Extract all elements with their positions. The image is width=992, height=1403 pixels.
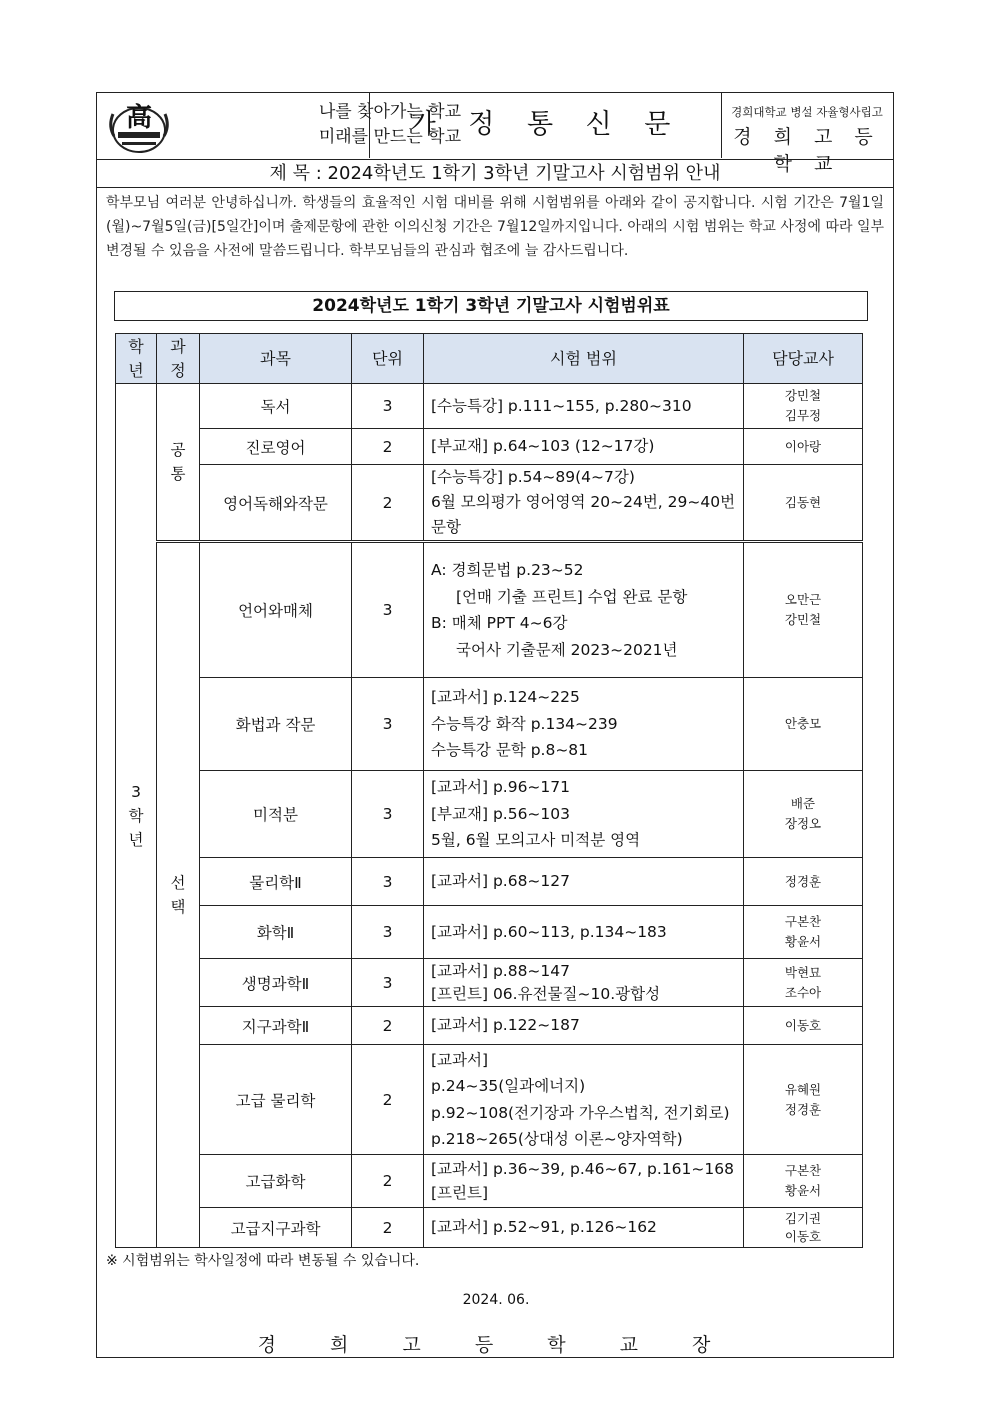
subject-cell: 고급화학 — [200, 1155, 352, 1208]
text-line: 정 — [170, 360, 186, 380]
range-cell — [424, 771, 744, 858]
range-cell — [424, 858, 744, 906]
common-course-cell — [157, 384, 200, 542]
text-line: 조수아 — [784, 984, 822, 1000]
table-row — [116, 678, 863, 771]
teacher-cell — [744, 429, 863, 465]
subject-cell: 언어와매체 — [200, 542, 352, 678]
teacher-cell — [744, 771, 863, 858]
teacher-cell — [744, 678, 863, 771]
table-row — [116, 429, 863, 465]
text-line: 이동호 — [784, 1228, 822, 1244]
text-line: 5월, 6월 모의고사 미적분 영역 — [431, 831, 641, 850]
text-line: 김동현 — [784, 494, 822, 510]
text-line: 안충모 — [784, 716, 822, 731]
header-subject: 과목 — [200, 334, 352, 384]
units-cell: 2 — [352, 1208, 424, 1248]
school-name: 경 희 고 등 학 교 — [733, 126, 881, 175]
issue-date: 2024. 06. — [462, 1292, 530, 1308]
subject-cell: 미적분 — [200, 771, 352, 858]
text-line: 강민철 — [784, 388, 822, 403]
text-line: 이아랑 — [784, 438, 822, 454]
table-header-row — [116, 334, 863, 384]
header-course — [157, 334, 200, 384]
text-line: 강민철 — [784, 612, 822, 627]
table-row — [116, 542, 863, 678]
text-line: 학 — [128, 806, 144, 825]
text-line: 구본찬 — [784, 1163, 822, 1178]
text-line: [교과서] — [431, 1050, 489, 1069]
teacher-cell — [744, 542, 863, 678]
principal-signature: 경 희 고 등 학 교 장 — [257, 1334, 735, 1356]
teacher-cell — [744, 1045, 863, 1155]
text-line: 장정오 — [784, 816, 822, 831]
text-line: 김무정 — [784, 408, 822, 423]
teacher-cell — [744, 858, 863, 906]
range-cell — [424, 1208, 744, 1248]
subject-cell: 화법과 작문 — [200, 678, 352, 771]
text-line: [교과서] p.96~171 — [431, 778, 571, 797]
units-cell: 3 — [352, 906, 424, 959]
units-cell: 3 — [352, 542, 424, 678]
range-cell — [424, 1007, 744, 1045]
range-cell — [424, 678, 744, 771]
text-line: 과 — [170, 336, 186, 356]
text-line: 이동호 — [784, 1017, 822, 1033]
text-line: 통 — [170, 465, 186, 483]
exam-range-table — [115, 333, 863, 1248]
table-row — [116, 384, 863, 429]
text-line: [교과서] p.36~39, p.46~67, p.161~168 — [431, 1160, 734, 1178]
range-cell — [424, 959, 744, 1007]
text-line: 3 — [131, 782, 141, 801]
logo-char: 高 — [125, 103, 153, 133]
text-line: 정경훈 — [784, 1101, 822, 1117]
teacher-cell — [744, 1007, 863, 1045]
slogan-line-1: 나를 찾아가는 학교 — [318, 102, 461, 122]
text-line: 정경훈 — [784, 873, 822, 889]
text-line: p.92~108(전기장과 가우스법칙, 전기회로) — [431, 1103, 730, 1122]
teacher-cell — [744, 1208, 863, 1248]
teacher-cell — [744, 465, 863, 542]
text-line: 수능특강 문학 p.8~81 — [431, 741, 589, 760]
subject-line: 제 목 : 2024학년도 1학기 3학년 기말고사 시험범위 안내 — [96, 160, 894, 188]
text-line: 황윤서 — [784, 1183, 822, 1198]
text-line: 택 — [170, 898, 186, 916]
newsletter-title: 가 정 통 신 문 — [409, 109, 683, 140]
text-line: [프린트] 06.유전물질~10.광합성 — [431, 984, 661, 1003]
intro-paragraph: 학부모님 여러분 안녕하십니까. 학생들의 효율적인 시험 대비를 위해 시험범위를 아래와 같이 공지합니다. 시험 기간은 7월1일(월)~7월5일(금)[5일간]이며 출제문항에 관한 이의신청 기간은 7월12일까지입니다. 아래의 시험 범위는 학교 사정에 따라 일부 변경될 수 있음을 사전에 말씀드립니다. 학부모님들의 관심과 협조에 늘 감사드립니다. — [106, 195, 884, 259]
text-line: [교과서] p.124~225 — [431, 688, 580, 707]
text-line: 공 — [170, 441, 186, 459]
text-line: [교과서] p.52~91, p.126~162 — [431, 1218, 657, 1237]
text-line: 년 — [128, 360, 144, 380]
text-line: [프린트] — [431, 1184, 489, 1202]
range-line: 국어사 기출문제 2023~2021년 — [456, 640, 678, 659]
range-line: [언매 기출 프린트] 수업 완료 문항 — [456, 587, 688, 606]
grade-cell — [116, 384, 157, 1248]
units-cell: 2 — [352, 1155, 424, 1208]
text-line: p.24~35(일과에너지) — [431, 1077, 586, 1095]
table-row — [116, 465, 863, 542]
table-row — [116, 771, 863, 858]
subject-cell: 독서 — [200, 384, 352, 429]
header-range: 시험 범위 — [424, 334, 744, 384]
header-grade — [116, 334, 157, 384]
units-cell: 3 — [352, 384, 424, 429]
elective-course-cell — [157, 542, 200, 1248]
text-line: [교과서] p.122~187 — [431, 1016, 580, 1035]
subject-cell: 고급지구과학 — [200, 1208, 352, 1248]
text-line: [수능특강] p.111~155, p.280~310 — [431, 396, 692, 415]
table-row — [116, 1007, 863, 1045]
text-line: [교과서] p.88~147 — [431, 961, 571, 980]
range-cell — [424, 1045, 744, 1155]
table-row — [116, 906, 863, 959]
text-line: 황윤서 — [784, 934, 822, 949]
text-line: [수능특강] p.54~89(4~7강) — [431, 468, 635, 486]
divider — [369, 92, 370, 158]
units-cell: 3 — [352, 678, 424, 771]
text-line: [부교재] p.56~103 — [431, 804, 571, 823]
text-line: 년 — [128, 830, 144, 849]
text-line: 박현묘 — [784, 964, 822, 980]
subject-cell: 고급 물리학 — [200, 1045, 352, 1155]
text-line: 유혜원 — [784, 1081, 822, 1097]
text-line: p.218~265(상대성 이론~양자역학) — [431, 1130, 683, 1148]
subject-cell: 진로영어 — [200, 429, 352, 465]
table-row — [116, 1045, 863, 1155]
units-cell: 2 — [352, 429, 424, 465]
range-line: A: 경희문법 p.23~52 — [431, 561, 584, 579]
slogan-line-2: 미래를 만드는 학교 — [318, 127, 461, 147]
text-line: 김기권 — [784, 1210, 822, 1226]
text-line: 배준 — [790, 796, 816, 811]
units-cell: 2 — [352, 1045, 424, 1155]
range-cell — [424, 1155, 744, 1208]
footnote: ※ 시험범위는 학사일정에 따라 변동될 수 있습니다. — [106, 1253, 420, 1269]
header-units: 단위 — [352, 334, 424, 384]
text-line: 선 — [170, 874, 186, 892]
range-cell — [424, 465, 744, 542]
units-cell: 2 — [352, 1007, 424, 1045]
table-row — [116, 858, 863, 906]
school-logo-icon — [104, 96, 174, 156]
text-line: [부교재] p.64~103 (12~17강) — [431, 437, 655, 456]
range-cell — [424, 429, 744, 465]
subject-cell: 화학Ⅱ — [200, 906, 352, 959]
range-cell — [424, 384, 744, 429]
text-line: 학 — [128, 336, 144, 356]
text-line: 수능특강 화작 p.134~239 — [431, 714, 618, 733]
divider — [721, 92, 722, 158]
range-cell — [424, 906, 744, 959]
table-title: 2024학년도 1학기 3학년 기말고사 시험범위표 — [114, 291, 868, 321]
teacher-cell — [744, 384, 863, 429]
text-line: 오만근 — [784, 592, 822, 607]
units-cell: 3 — [352, 959, 424, 1007]
subject-cell: 물리학Ⅱ — [200, 858, 352, 906]
text-line: [교과서] p.68~127 — [431, 872, 571, 891]
units-cell: 3 — [352, 858, 424, 906]
range-line: B: 매체 PPT 4~6강 — [431, 614, 568, 632]
teacher-cell — [744, 906, 863, 959]
text-line: 6월 모의평가 영어영역 20~24번, 29~40번 문항 — [431, 493, 736, 536]
table-row — [116, 959, 863, 1007]
teacher-cell — [744, 1155, 863, 1208]
school-affiliation: 경희대학교 병설 자율형사립고 — [731, 105, 883, 119]
table-row — [116, 1208, 863, 1248]
teacher-cell — [744, 959, 863, 1007]
range-cell — [424, 542, 744, 678]
units-cell: 2 — [352, 465, 424, 542]
text-line: 구본찬 — [784, 914, 822, 929]
table-row — [116, 1155, 863, 1208]
header-teacher: 담당교사 — [744, 334, 863, 384]
subject-cell: 지구과학Ⅱ — [200, 1007, 352, 1045]
units-cell: 3 — [352, 771, 424, 858]
subject-cell: 영어독해와작문 — [200, 465, 352, 542]
text-line: [교과서] p.60~113, p.134~183 — [431, 922, 667, 941]
subject-cell: 생명과학Ⅱ — [200, 959, 352, 1007]
